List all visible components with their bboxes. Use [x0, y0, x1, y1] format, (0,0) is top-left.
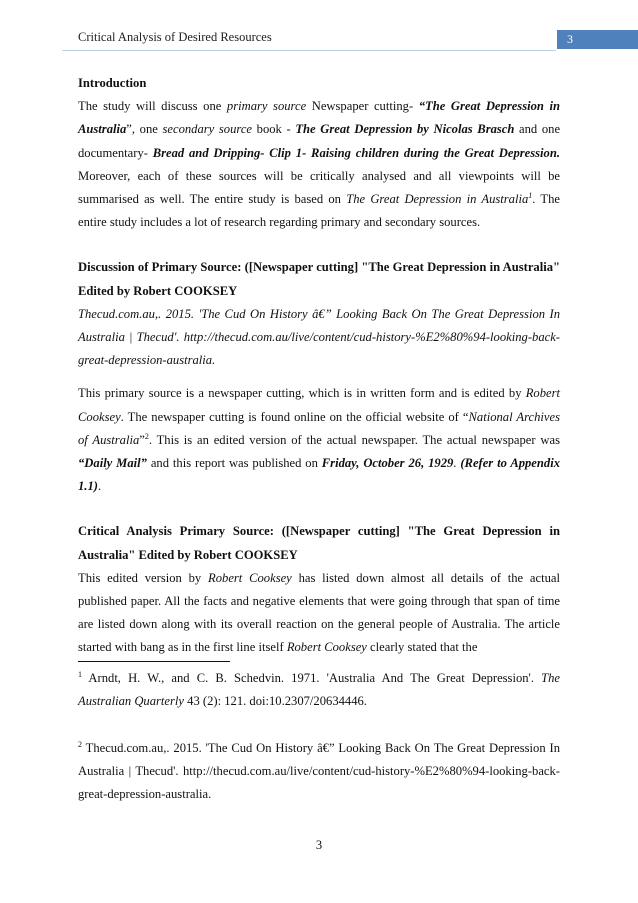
text-run: ”, one	[126, 122, 163, 137]
text-run: The Australian Quarterly	[78, 671, 560, 708]
text-run: “Daily Mail”	[78, 456, 147, 471]
text-run: The study will discuss one	[78, 99, 227, 114]
text-run: book -	[252, 122, 296, 137]
text-run: Bread and Dripping- Clip 1- Raising children during the Great Depression.	[152, 145, 560, 160]
footnotes	[78, 667, 560, 806]
primary-source-paragraph	[78, 382, 560, 498]
text-run: and one documentary-	[78, 122, 561, 160]
footnote-number: 1	[78, 669, 82, 679]
header-page-number: 3	[557, 30, 638, 49]
text-run: Friday, October 26, 1929	[321, 456, 454, 471]
text-run: . The entire study includes a lot of research regarding primary and secondary sources.	[78, 192, 560, 230]
text-run: Newspaper cutting-	[306, 99, 419, 114]
footnote-ref-2[interactable]: 2	[144, 431, 149, 441]
primary-source-citation	[78, 303, 560, 373]
text-run: The Great Depression by Nicolas Brasch	[295, 122, 515, 137]
text-run: primary source	[226, 99, 307, 114]
text-run: This edited version by	[78, 570, 209, 585]
footnote-separator	[78, 661, 230, 662]
introduction-paragraph	[78, 95, 560, 234]
text-run: secondary source	[162, 122, 253, 137]
text-run: .	[453, 456, 461, 471]
footnote-1	[78, 667, 560, 713]
text-run: Thecud.com.au,. 2015. 'The Cud On History â€” Looking Back On The Great Depression In Australia | Thecud'. http://thecud.com.au/live/content/cud-history-%E2%80%94-looking-back-great-depression-australia.	[78, 306, 560, 368]
text-run: Robert Cooksey	[208, 570, 292, 585]
critical-analysis-heading: Critical Analysis Primary Source: ([Newspaper cutting] "The Great Depression in Australia" Edited by Robert COOKSEY	[78, 524, 560, 562]
footnote-ref-1[interactable]: 1	[528, 190, 533, 200]
text-run: . This is an edited version of the actual newspaper. The actual newspaper was	[148, 432, 560, 447]
text-run: Robert Cooksey	[78, 386, 560, 424]
text-run: .	[97, 479, 102, 494]
text-run: Robert Cooksey	[286, 640, 367, 655]
page-body	[78, 72, 560, 660]
text-run: . The newspaper cutting is found online on the official website of “	[120, 409, 469, 424]
text-run: Thecud.com.au,. 2015. 'The Cud On History â€” Looking Back On The Great Depression In Australia | Thecud'. http://thecud.com.au/live/content/cud-history-%E2%80%94-looking-back-great-depression-australia.	[78, 741, 560, 801]
text-run: ”	[139, 432, 145, 447]
text-run: “The Great Depression in Australia	[78, 99, 560, 137]
critical-analysis-paragraph	[78, 567, 560, 660]
text-run: has listed down almost all details of the actual published paper. All the facts and negative elements that were going through that span of time are listed down along with its overall reaction on the general people of Australia. The article started with bang as in the first line itself	[78, 570, 560, 655]
text-run: Arndt, H. W., and C. B. Schedvin. 1971. 'Australia And The Great Depression'.	[82, 671, 542, 685]
text-run: and this report was published on	[146, 456, 322, 471]
header-rule	[62, 50, 556, 51]
text-run: clearly stated that the	[366, 640, 478, 655]
footer-page-number: 3	[315, 838, 323, 852]
text-run: This primary source is a newspaper cutting, which is in written form and is edited by	[78, 386, 526, 401]
footnote-2	[78, 737, 560, 806]
primary-source-heading: Discussion of Primary Source: ([Newspaper cutting] "The Great Depression in Australia" Edited by Robert COOKSEY	[78, 260, 560, 298]
running-header: Critical Analysis of Desired Resources	[78, 30, 272, 44]
introduction-heading: Introduction	[78, 76, 147, 90]
text-run: 43 (2): 121. doi:10.2307/20634446.	[184, 694, 367, 708]
text-run: National Archives of Australia	[78, 409, 560, 447]
text-run: Moreover, each of these sources will be critically analysed and all viewpoints will be summarised as well. The entire study is based on	[78, 168, 560, 207]
text-run: The Great Depression in Australia	[346, 192, 529, 207]
footnote-number: 2	[78, 739, 82, 749]
text-run: (Refer to Appendix 1.1)	[78, 456, 560, 494]
